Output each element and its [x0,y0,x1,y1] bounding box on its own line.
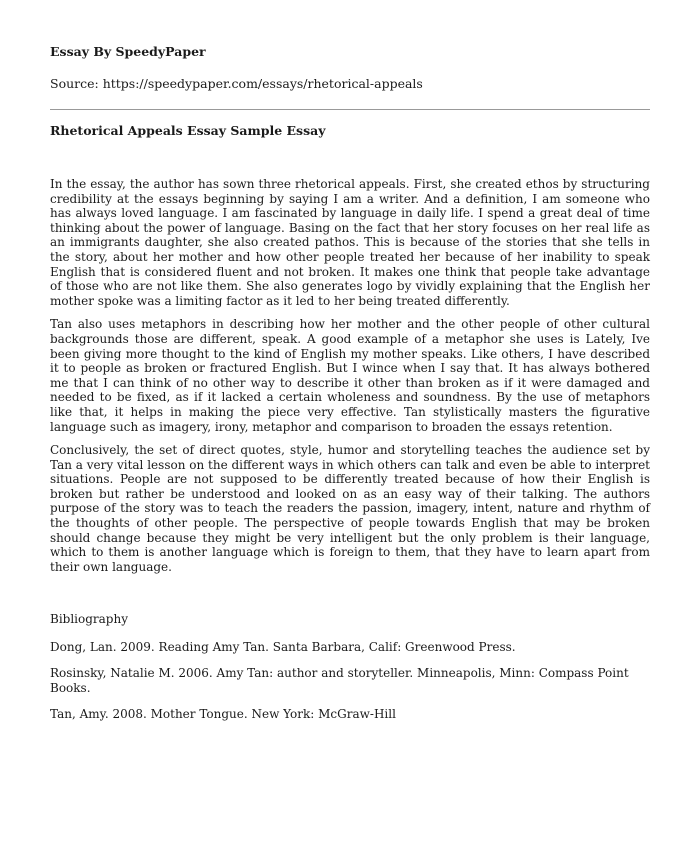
header-divider [50,109,650,110]
document-header-title: Essay By SpeedyPaper [50,44,206,59]
essay-paragraph-2: Tan also uses metaphors in describing how her mother and the other people of other cultural backgrounds those are different, speak. A good example of a metaphor she uses is Lately, Ive been giving more thought to the kind of English my mother speaks. Like others, I have described it to people as broken or fractured English. But I wince when I say that. It has always bothered me that I can think of no other way to describe it other than broken as if it were damaged and needed to be fixed, as if it lacked a certain wholeness and soundness. By the use of metaphors like that, it helps in making the piece very effective. Tan stylistically masters the figurative language such as imagery, irony, metaphor and comparison to broaden the essays retention. [50,317,650,434]
essay-title: Rhetorical Appeals Essay Sample Essay [50,123,326,138]
bibliography-item-1: Dong, Lan. 2009. Reading Amy Tan. Santa Barbara, Calif: Greenwood Press. [50,640,516,655]
bibliography-item-3: Tan, Amy. 2008. Mother Tongue. New York: McGraw-Hill [50,707,396,722]
bibliography-heading: Bibliography [50,612,128,627]
document-source-line: Source: https://speedypaper.com/essays/rhetorical-appeals [50,76,423,91]
essay-paragraph-3: Conclusively, the set of direct quotes, style, humor and storytelling teaches the audience set by Tan a very vital lesson on the different ways in which others can talk and even be able to interpret situations. People are not supposed to be differently treated because of how their English is broken but rather be understood and looked on as an easy way of their talking. The authors purpose of the story was to teach the readers the passion, imagery, intent, nature and rhythm of the thoughts of other people. The perspective of people towards English that may be broken should change because they might be very intelligent but the only problem is their language, which to them is another language which is foreign to them, that they have to learn apart from their own language. [50,443,650,574]
bibliography-item-2: Rosinsky, Natalie M. 2006. Amy Tan: author and storyteller. Minneapolis, Minn: Compass Point Books. [50,666,629,696]
essay-paragraph-1: In the essay, the author has sown three rhetorical appeals. First, she created ethos by structuring credibility at the essays beginning by saying I am a writer. And a definition, I am someone who has always loved language. I am fascinated by language in daily life. I spend a great deal of time thinking about the power of language. Basing on the fact that her story focuses on her real life as an immigrants daughter, she also created pathos. This is because of the stories that she tells in the story, about her mother and how other people treated her because of her inability to speak English that is considered fluent and not broken. It makes one think that people take advantage of those who are not like them. She also generates logo by vividly explaining that the English her mother spoke was a limiting factor as it led to her being treated differently. [50,177,650,308]
